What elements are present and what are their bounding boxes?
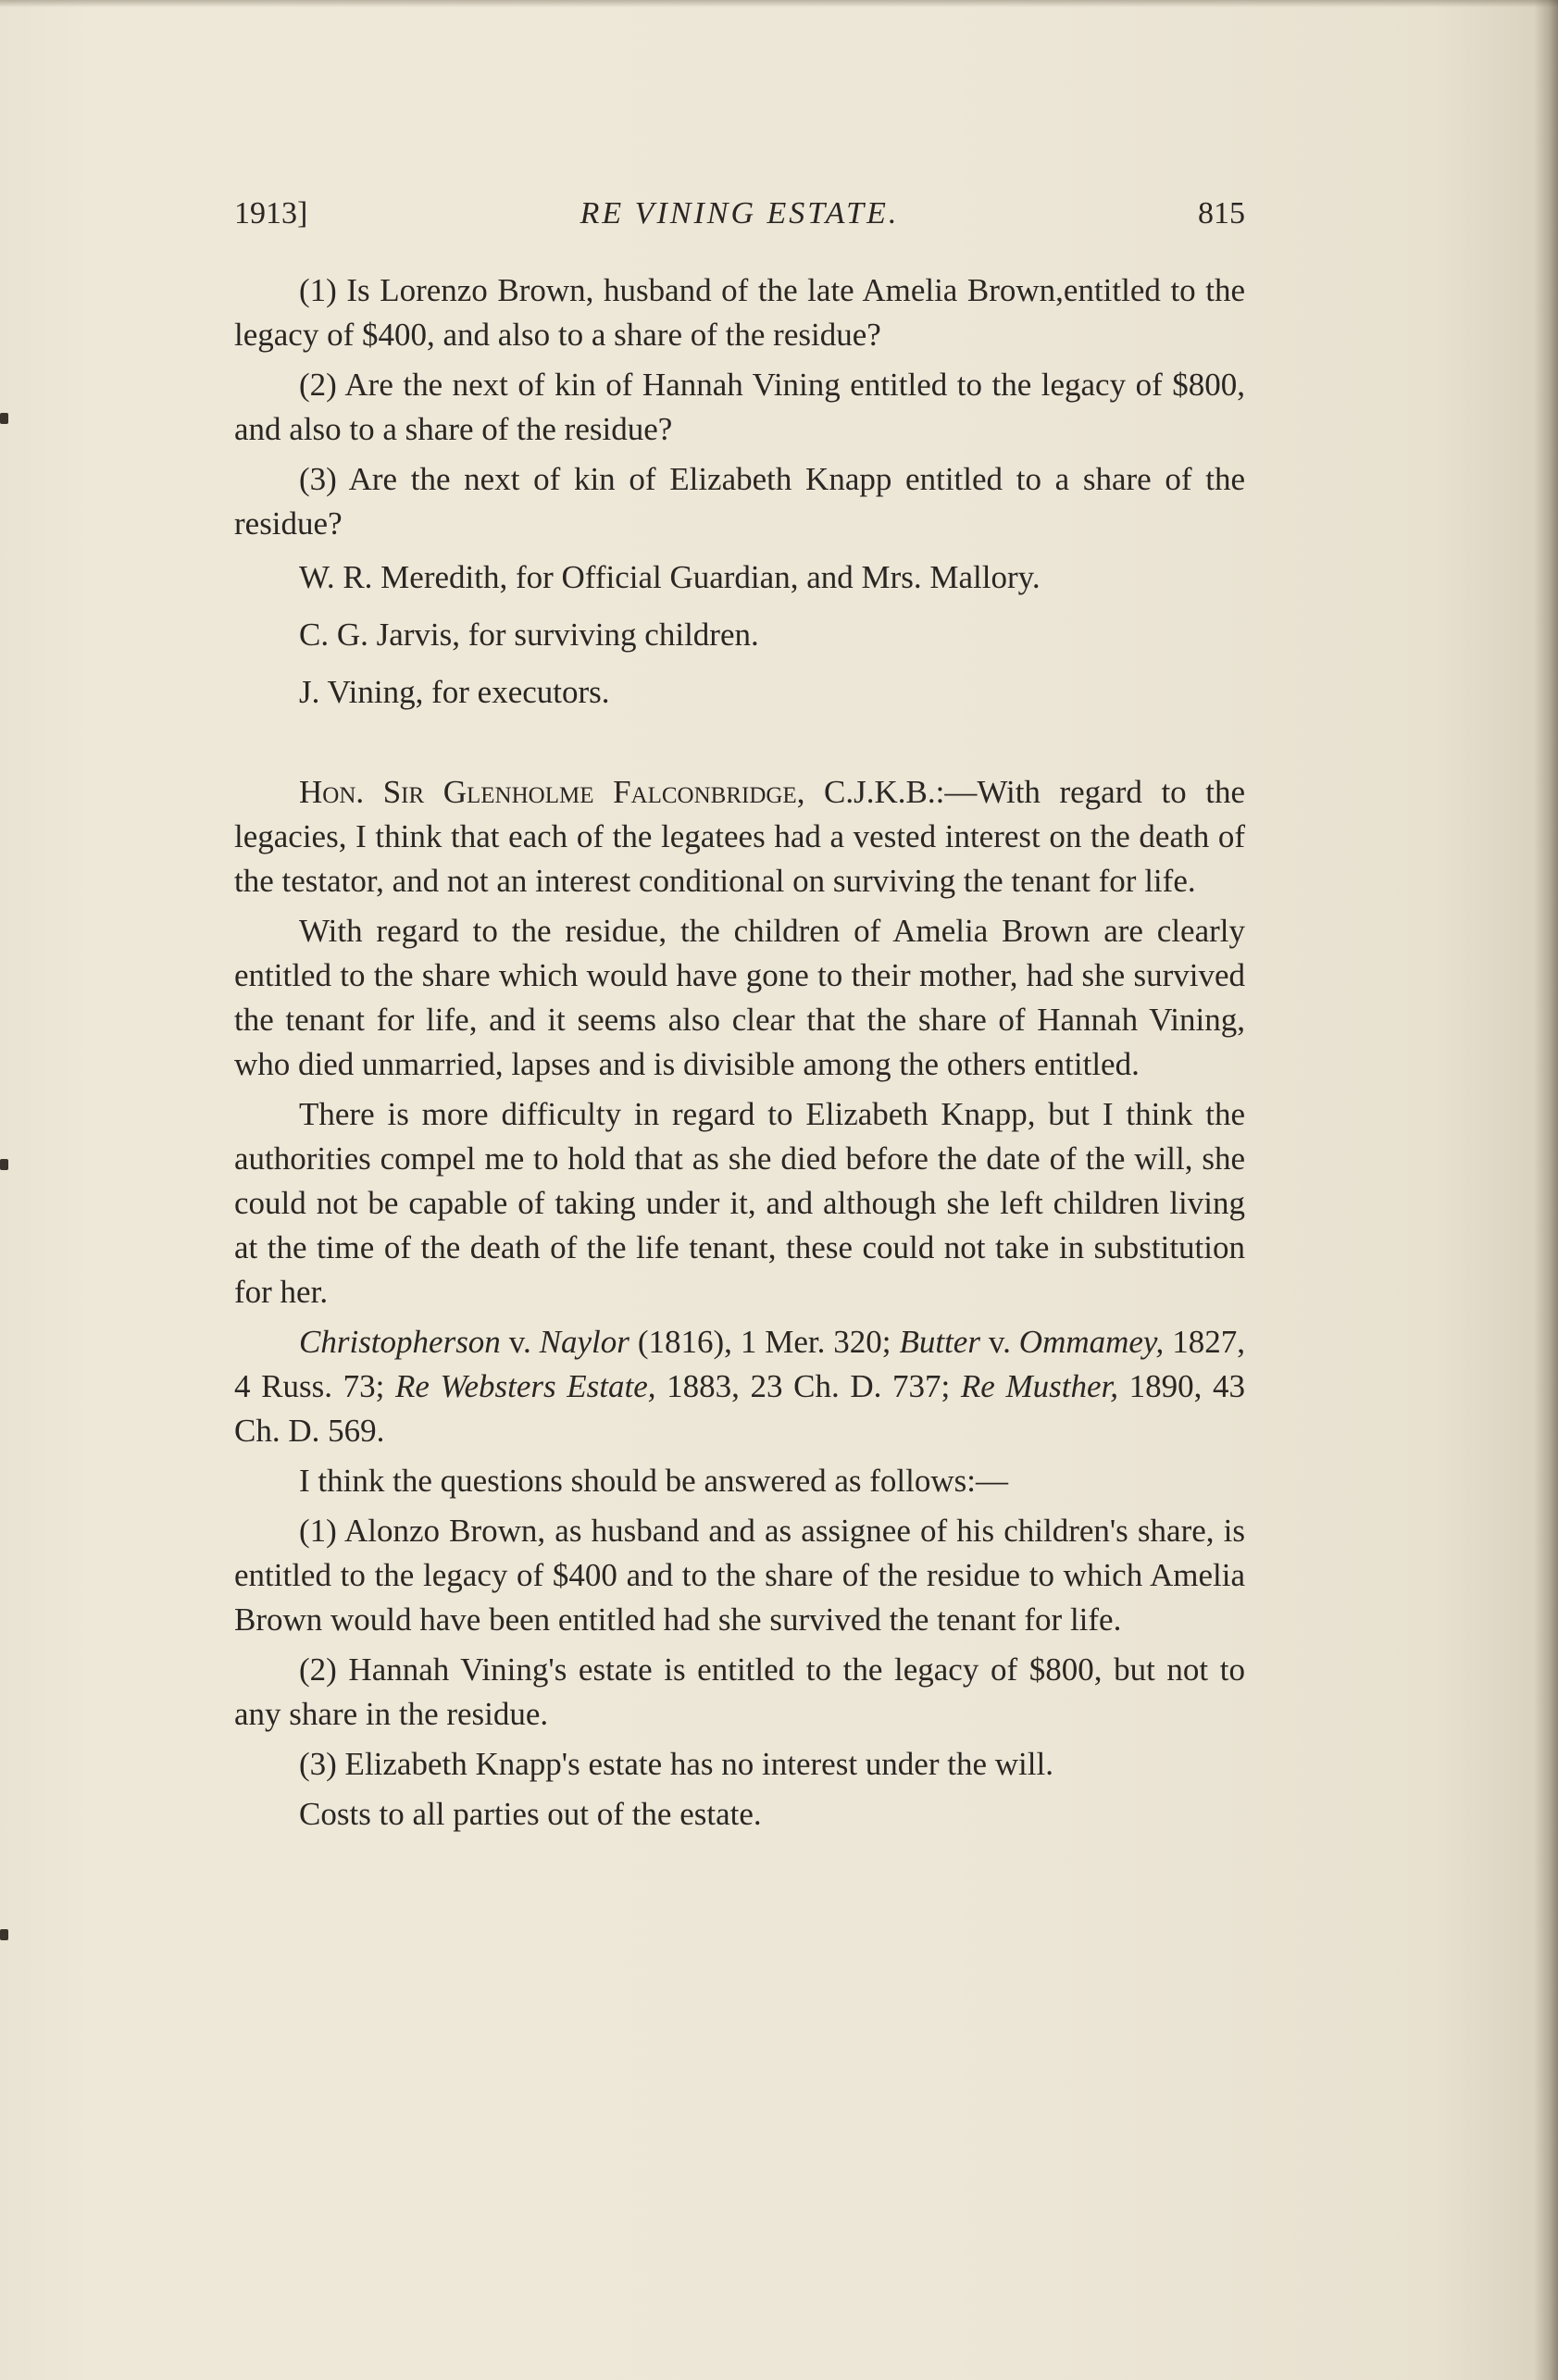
judge-name: Hon. Sir Glenholme Falconbridge [299, 774, 797, 810]
answer-1: (1) Alonzo Brown, as husband and as assignee of his children's share, is entitled to the legacy of $400 and to the share of the residue to which Amelia Brown would have been entitled had she survived the tenant for life. [234, 1513, 1245, 1638]
counsel-executors: J. Vining, for executors. [299, 674, 610, 710]
margin-mark [0, 413, 8, 424]
citation-case-party: Naylor [539, 1324, 629, 1360]
page-top-edge [0, 0, 1558, 7]
counsel-surviving-children: C. G. Jarvis, for surviving children. [299, 617, 759, 653]
citation-versus: v. [979, 1324, 1019, 1360]
header-year: 1913] [234, 196, 308, 231]
citation-case-name: Re Musther, [960, 1368, 1118, 1404]
answers-intro: I think the questions should be answered as follows:— [299, 1463, 1009, 1499]
judgment-paragraph-residue: With regard to the residue, the children of Amelia Brown are clearly entitled to the share which would have gone to their mother, had she survived the tenant for life, and it seems also clear that the share of Hannah Vining, who died unmarried, lapses and is divisible among the others entitled. [234, 913, 1245, 1082]
running-header [234, 196, 1245, 248]
citation-versus: v. [500, 1324, 540, 1360]
counsel-official-guardian: W. R. Meredith, for Official Guardian, and Mrs. Mallory. [299, 559, 1041, 595]
citation-reference: 1827, 4 Russ. 73; [234, 1324, 1245, 1404]
answer-2: (2) Hannah Vining's estate is entitled to the legacy of $800, but not to any share in the residue. [234, 1651, 1245, 1732]
citation-reference: 1890, 43 Ch. D. 569. [234, 1368, 1245, 1449]
header-title: RE VINING ESTATE. [580, 196, 900, 231]
answer-3: (3) Elizabeth Knapp's estate has no interest under the will. [299, 1746, 1053, 1782]
citation-reference: 1883, 23 Ch. D. 737; [655, 1368, 961, 1404]
question-2: (2) Are the next of kin of Hannah Vining entitled to the legacy of $800, and also to a share of the residue? [234, 367, 1245, 447]
margin-mark [0, 1159, 8, 1170]
citation-case-party: Ommamey, [1018, 1324, 1165, 1360]
question-3: (3) Are the next of kin of Elizabeth Knapp entitled to a share of the residue? [234, 461, 1245, 542]
page-number: 815 [1198, 196, 1245, 231]
citation-case-name: Re Websters Estate, [394, 1368, 656, 1404]
costs-order: Costs to all parties out of the estate. [299, 1796, 762, 1832]
citation-case-name: Butter [899, 1324, 980, 1360]
page-binding-edge [1534, 0, 1558, 2380]
margin-mark [0, 1929, 8, 1940]
case-citations [234, 1320, 1245, 1453]
judge-title: , C.J.K.B.:— [796, 774, 978, 810]
judgment-opening-text: With regard to the legacies, I think that each of the legatees had a vested interest on the death of the testator, and not an interest conditional on surviving the tenant for life. [234, 774, 1246, 899]
judgment-paragraph-knapp: There is more difficulty in regard to Elizabeth Knapp, but I think the authorities compel me to hold that as she died before the date of the will, she could not be capable of taking under it, and although she left children living at the time of the death of the life tenant, these could not take in substitution for her. [234, 1096, 1245, 1310]
question-1: (1) Is Lorenzo Brown, husband of the late Amelia Brown,entitled to the legacy of $400, and also to a share of the residue? [234, 272, 1245, 353]
page-body [234, 268, 1245, 1842]
citation-case-name: Christopherson [299, 1324, 501, 1360]
judgment-opening [234, 770, 1245, 903]
citation-reference: (1816), 1 Mer. 320; [629, 1324, 900, 1360]
